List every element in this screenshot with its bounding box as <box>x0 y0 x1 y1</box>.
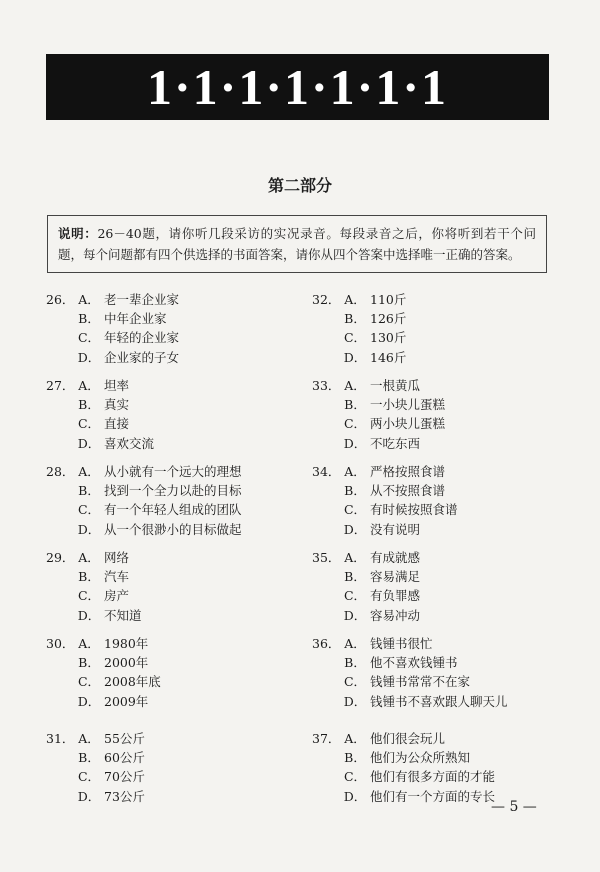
question-item <box>46 290 296 367</box>
answer-option <box>46 328 296 347</box>
option-letter: D． <box>77 435 101 451</box>
question-number-spacer <box>46 414 74 433</box>
option-letter: D． <box>77 349 101 365</box>
answer-option <box>46 548 296 567</box>
question-number: 28． <box>46 464 75 479</box>
option-letter: A． <box>78 636 100 651</box>
question-number-spacer <box>46 692 74 711</box>
option-letter: B． <box>344 655 366 671</box>
question-item <box>312 729 562 806</box>
question-number-spacer <box>312 434 340 453</box>
answer-option <box>312 500 562 519</box>
question-number-spacer <box>312 586 340 605</box>
question-number: 34． <box>312 464 341 479</box>
question-number: 37． <box>312 731 341 746</box>
question-number: 29． <box>46 550 75 565</box>
answer-option <box>46 309 296 328</box>
question-number-spacer <box>312 500 340 519</box>
answer-option <box>312 767 562 786</box>
question-item <box>46 462 296 539</box>
question-number: 32． <box>312 292 341 307</box>
option-text: 直接 <box>104 416 130 432</box>
question-number-spacer <box>312 309 340 328</box>
answer-option <box>312 729 562 748</box>
answer-option <box>46 586 296 605</box>
question-number-spacer <box>46 434 74 453</box>
answer-option <box>46 672 296 691</box>
answer-option <box>46 376 296 395</box>
option-letter: B． <box>344 750 366 766</box>
answer-option <box>46 348 296 367</box>
option-text: 网络 <box>104 550 130 565</box>
instructions-text: 26－40题，请你听几段采访的实况录音。每段录音之后，你将听到若干个问题，每个问题都有四个供选择的书面答案，请你从四个答案中选择唯一正确的答案。 <box>58 226 536 262</box>
option-text: 真实 <box>104 397 130 413</box>
answer-option <box>46 729 296 748</box>
instructions-box <box>47 215 547 273</box>
question-number: 36． <box>312 636 341 651</box>
option-text: 他们有很多方面的才能 <box>370 769 496 785</box>
option-text: 容易满足 <box>370 569 421 585</box>
question-number: 27． <box>46 378 75 393</box>
option-text: 110斤 <box>370 292 407 307</box>
option-text: 找到一个全力以赴的目标 <box>104 483 242 499</box>
option-text: 130斤 <box>370 330 407 346</box>
answer-option <box>46 520 296 539</box>
option-letter: C． <box>343 416 367 432</box>
option-text: 喜欢交流 <box>104 435 155 451</box>
option-text: 钱锺书常常不在家 <box>370 674 471 690</box>
answer-option <box>312 376 562 395</box>
option-letter: A． <box>78 550 100 565</box>
question-item <box>312 548 562 625</box>
answer-option <box>46 290 296 309</box>
question-number-spacer <box>312 606 340 625</box>
answer-option <box>312 481 562 500</box>
option-text: 严格按照食谱 <box>370 464 446 479</box>
option-text: 73公斤 <box>104 788 145 804</box>
option-text: 有一个年轻人组成的团队 <box>104 502 242 518</box>
question-number-spacer <box>312 348 340 367</box>
option-letter: B． <box>344 311 366 327</box>
option-text: 有时候按照食谱 <box>370 502 458 518</box>
option-letter: C． <box>343 769 367 785</box>
answer-option <box>312 434 562 453</box>
option-letter: A． <box>344 378 366 393</box>
question-number: 31． <box>46 731 75 746</box>
option-text: 不知道 <box>104 607 142 623</box>
answer-option <box>46 787 296 806</box>
option-letter: D． <box>77 521 101 537</box>
question-number: 35． <box>312 550 341 565</box>
question-number-spacer <box>46 748 74 767</box>
option-letter: B． <box>78 750 100 766</box>
option-text: 他不喜欢钱锺书 <box>370 655 458 671</box>
question-number-spacer <box>312 395 340 414</box>
option-letter: D． <box>77 788 101 804</box>
question-number-spacer <box>312 767 340 786</box>
option-letter: D． <box>343 693 367 709</box>
question-item <box>312 462 562 539</box>
option-text: 2008年底 <box>104 674 161 690</box>
option-letter: C． <box>343 588 367 604</box>
question-item <box>46 634 296 711</box>
question-number-spacer <box>46 567 74 586</box>
question-number-spacer <box>312 653 340 672</box>
option-letter: C． <box>343 502 367 518</box>
answer-option <box>312 692 562 711</box>
answer-option <box>312 395 562 414</box>
question-number: 33． <box>312 378 341 393</box>
option-text: 没有说明 <box>370 521 421 537</box>
option-text: 126斤 <box>370 311 407 327</box>
answer-option <box>46 634 296 653</box>
answer-option <box>312 653 562 672</box>
option-text: 汽车 <box>104 569 130 585</box>
option-text: 1980年 <box>104 636 149 651</box>
option-letter: C． <box>77 416 101 432</box>
option-letter: D． <box>77 607 101 623</box>
instructions-label: 说明： <box>58 226 98 241</box>
option-letter: A． <box>78 731 100 746</box>
option-letter: B． <box>344 483 366 499</box>
answer-option <box>312 567 562 586</box>
option-text: 两小块儿蛋糕 <box>370 416 446 432</box>
answer-option <box>46 414 296 433</box>
question-number-spacer <box>312 481 340 500</box>
option-text: 不吃东西 <box>370 435 421 451</box>
option-letter: B． <box>78 483 100 499</box>
option-text: 企业家的子女 <box>104 349 180 365</box>
option-letter: B． <box>78 569 100 585</box>
answer-option <box>312 348 562 367</box>
question-number-spacer <box>46 653 74 672</box>
answer-option <box>46 748 296 767</box>
question-item <box>312 376 562 453</box>
page-number: — 5 — <box>491 799 537 815</box>
answer-option <box>312 606 562 625</box>
question-number-spacer <box>46 328 74 347</box>
option-letter: B． <box>78 311 100 327</box>
option-letter: D． <box>77 693 101 709</box>
option-text: 从一个很渺小的目标做起 <box>104 521 242 537</box>
answer-option <box>312 520 562 539</box>
answer-option <box>312 586 562 605</box>
option-text: 146斤 <box>370 349 407 365</box>
question-number-spacer <box>46 481 74 500</box>
option-letter: A． <box>78 292 100 307</box>
option-text: 有成就感 <box>370 550 421 565</box>
question-number-spacer <box>312 328 340 347</box>
question-number-spacer <box>312 672 340 691</box>
option-text: 一根黄瓜 <box>370 378 421 393</box>
option-text: 2000年 <box>104 655 149 671</box>
option-letter: B． <box>78 655 100 671</box>
option-letter: A． <box>344 292 366 307</box>
option-letter: A． <box>78 464 100 479</box>
banner-text: 1·1·1·1·1·1·1 <box>146 59 449 115</box>
answer-option <box>46 395 296 414</box>
question-number-spacer <box>46 606 74 625</box>
question-number-spacer <box>312 520 340 539</box>
option-text: 一小块儿蛋糕 <box>370 397 446 413</box>
question-number: 26． <box>46 292 75 307</box>
question-item <box>46 376 296 453</box>
answer-option <box>312 414 562 433</box>
option-text: 他们很会玩儿 <box>370 731 446 746</box>
option-letter: A． <box>78 378 100 393</box>
question-number-spacer <box>46 348 74 367</box>
option-text: 容易冲动 <box>370 607 421 623</box>
question-number-spacer <box>46 500 74 519</box>
answer-option <box>312 309 562 328</box>
answer-option <box>46 481 296 500</box>
option-text: 2009年 <box>104 693 149 709</box>
option-letter: C． <box>77 502 101 518</box>
option-letter: D． <box>343 435 367 451</box>
option-letter: B． <box>78 397 100 413</box>
option-letter: A． <box>344 636 366 651</box>
question-item <box>312 634 562 711</box>
option-letter: C． <box>77 330 101 346</box>
option-text: 房产 <box>104 588 130 604</box>
answer-option <box>46 500 296 519</box>
answer-option <box>46 767 296 786</box>
option-letter: D． <box>343 349 367 365</box>
option-letter: C． <box>343 674 367 690</box>
option-letter: D． <box>343 788 367 804</box>
option-text: 钱锺书很忙 <box>370 636 433 651</box>
question-number-spacer <box>46 787 74 806</box>
header-banner <box>46 54 549 120</box>
option-text: 55公斤 <box>104 731 145 746</box>
option-letter: A． <box>344 464 366 479</box>
question-number-spacer <box>46 586 74 605</box>
question-item <box>312 290 562 367</box>
option-letter: C． <box>77 674 101 690</box>
answer-option <box>312 672 562 691</box>
question-number: 30． <box>46 636 75 651</box>
answer-option <box>46 462 296 481</box>
question-item <box>46 729 296 806</box>
question-number-spacer <box>312 414 340 433</box>
option-letter: D． <box>343 607 367 623</box>
question-number-spacer <box>46 672 74 691</box>
option-text: 中年企业家 <box>104 311 167 327</box>
option-text: 有负罪感 <box>370 588 421 604</box>
question-number-spacer <box>46 520 74 539</box>
option-text: 坦率 <box>104 378 130 393</box>
option-letter: D． <box>343 521 367 537</box>
option-letter: C． <box>77 588 101 604</box>
section-title: 第二部分 <box>267 176 332 195</box>
answer-option <box>46 567 296 586</box>
option-text: 70公斤 <box>104 769 145 785</box>
option-text: 60公斤 <box>104 750 145 766</box>
question-number-spacer <box>312 787 340 806</box>
answer-option <box>312 290 562 309</box>
option-text: 从小就有一个远大的理想 <box>104 464 242 479</box>
option-letter: A． <box>344 550 366 565</box>
question-number-spacer <box>46 395 74 414</box>
option-text: 老一辈企业家 <box>104 292 180 307</box>
option-text: 他们为公众所熟知 <box>370 750 471 766</box>
option-text: 钱锺书不喜欢跟人聊天儿 <box>370 693 508 709</box>
option-text: 年轻的企业家 <box>104 330 180 346</box>
option-text: 他们有一个方面的专长 <box>370 788 496 804</box>
answer-option <box>46 606 296 625</box>
question-number-spacer <box>46 309 74 328</box>
answer-option <box>46 434 296 453</box>
answer-option <box>46 653 296 672</box>
option-letter: B． <box>344 397 366 413</box>
question-number-spacer <box>312 567 340 586</box>
option-letter: C． <box>343 330 367 346</box>
question-item <box>46 548 296 625</box>
answer-option <box>46 692 296 711</box>
option-letter: A． <box>344 731 366 746</box>
option-letter: B． <box>344 569 366 585</box>
answer-option <box>312 748 562 767</box>
answer-option <box>312 462 562 481</box>
answer-option <box>312 328 562 347</box>
question-number-spacer <box>312 692 340 711</box>
question-number-spacer <box>312 748 340 767</box>
question-number-spacer <box>46 767 74 786</box>
option-text: 从不按照食谱 <box>370 483 446 499</box>
answer-option <box>312 634 562 653</box>
option-letter: C． <box>77 769 101 785</box>
answer-option <box>312 548 562 567</box>
